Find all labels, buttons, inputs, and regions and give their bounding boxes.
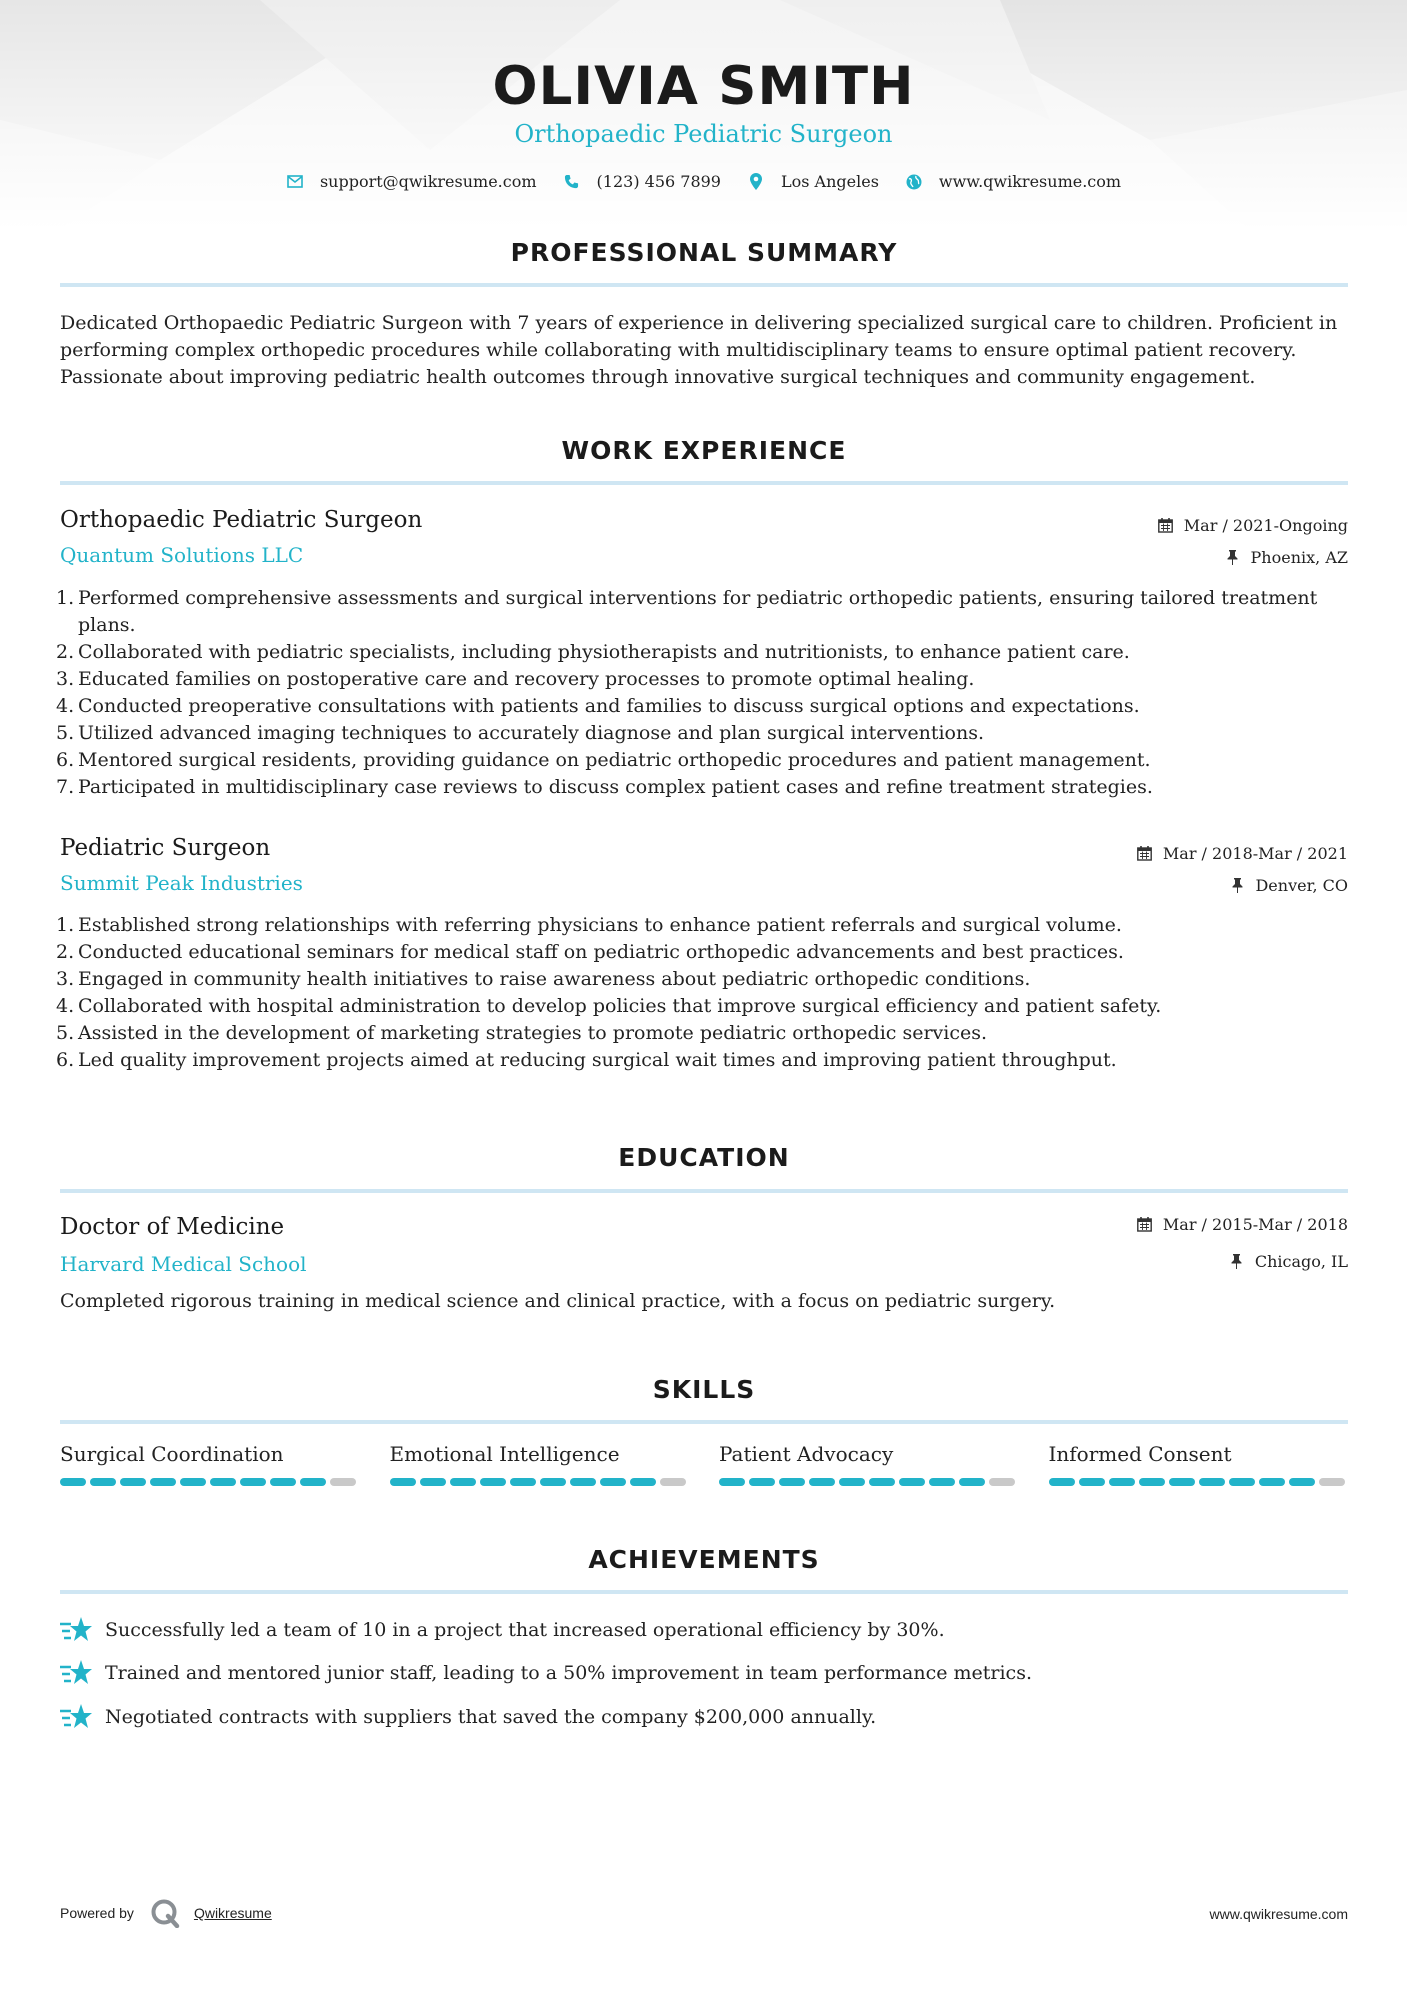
- pushpin-icon: [1225, 550, 1241, 566]
- skill-segment-filled: [60, 1478, 86, 1486]
- skill-item: [60, 1442, 360, 1486]
- skill-segment-filled: [1199, 1478, 1225, 1486]
- section-title-achievements: ACHIEVEMENTS: [588, 1545, 820, 1574]
- skill-segment-filled: [480, 1478, 506, 1486]
- list-item: 7. Participated in multidisciplinary case reviews to discuss complex patient cases and refine treatment strategies.: [56, 776, 1153, 798]
- achievement-item: [60, 1615, 945, 1645]
- skill-segment-filled: [510, 1478, 536, 1486]
- skill-segment-filled: [1109, 1478, 1135, 1486]
- company-name: Summit Peak Industries: [60, 871, 303, 895]
- skill-segment-filled: [420, 1478, 446, 1486]
- list-item: 3. Engaged in community health initiatives to raise awareness about pediatric orthopedic conditions.: [56, 968, 1031, 990]
- education-date-text: Mar / 2015-Mar / 2018: [1162, 1215, 1348, 1234]
- skill-segment-filled: [929, 1478, 955, 1486]
- skill-segment-filled: [1049, 1478, 1075, 1486]
- list-item: 4. Conducted preoperative consultations with patients and families to discuss surgical options and expectations.: [56, 695, 1140, 717]
- skill-name: Informed Consent: [1048, 1442, 1232, 1466]
- skill-segment-filled: [1289, 1478, 1315, 1486]
- education-location-text: Chicago, IL: [1254, 1252, 1348, 1271]
- contact-phone[interactable]: [563, 172, 721, 191]
- qwikresume-link[interactable]: Qwikresume: [193, 1905, 272, 1921]
- skill-segment-filled: [90, 1478, 116, 1486]
- list-item: 6. Led quality improvement projects aimed at reducing surgical wait times and improving patient throughput.: [56, 1049, 1117, 1071]
- skill-segment-filled: [959, 1478, 985, 1486]
- education-date: [1137, 1215, 1348, 1234]
- skill-segment-filled: [210, 1478, 236, 1486]
- skill-segment-filled: [240, 1478, 266, 1486]
- contact-email-text: support@qwikresume.com: [319, 172, 537, 191]
- job-title: Pediatric Surgeon: [60, 835, 271, 861]
- footer-website-link[interactable]: www.qwikresume.com: [1209, 1906, 1348, 1922]
- job-title: Orthopaedic Pediatric Surgeon: [60, 507, 423, 533]
- skill-segment-filled: [150, 1478, 176, 1486]
- globe-icon: [905, 173, 923, 191]
- list-item: 1. Established strong relationships with referring physicians to enhance patient referrals and surgical volume.: [56, 914, 1122, 936]
- job-date: [1137, 844, 1348, 863]
- achievement-item: [60, 1658, 1032, 1688]
- shooting-star-icon: [60, 1702, 92, 1732]
- skill-segment-filled: [1139, 1478, 1165, 1486]
- education-description: Completed rigorous training in medical science and clinical practice, with a focus on pediatric surgery.: [60, 1290, 1056, 1312]
- phone-icon: [563, 173, 581, 191]
- education-location: [1229, 1252, 1348, 1271]
- list-item: 6. Mentored surgical residents, providing guidance on pediatric orthopedic procedures and patient management.: [56, 749, 1151, 771]
- contact-location: [747, 172, 879, 191]
- degree-title: Doctor of Medicine: [60, 1214, 285, 1240]
- skill-segment-filled: [450, 1478, 476, 1486]
- contact-email[interactable]: [286, 172, 537, 191]
- list-item: 5. Utilized advanced imaging techniques to accurately diagnose and plan surgical interventions.: [56, 722, 985, 744]
- contact-location-text: Los Angeles: [780, 172, 879, 191]
- list-item: 1. Performed comprehensive assessments and surgical interventions for pediatric orthopedic patients, ensuring tailored treatment plans.: [56, 587, 1318, 636]
- skill-segment-empty: [989, 1478, 1015, 1486]
- skill-segment-filled: [390, 1478, 416, 1486]
- achievement-text: Successfully led a team of 10 in a project that increased operational efficiency by 30%.: [105, 1619, 945, 1641]
- skill-segment-filled: [540, 1478, 566, 1486]
- skill-level-bar: [390, 1478, 690, 1486]
- skill-segment-filled: [809, 1478, 835, 1486]
- skills-grid: [60, 1442, 1348, 1486]
- skill-segment-filled: [869, 1478, 895, 1486]
- skill-name: Emotional Intelligence: [389, 1442, 620, 1466]
- calendar-icon: [1137, 1217, 1153, 1233]
- skill-item: [390, 1442, 690, 1486]
- skill-name: Surgical Coordination: [60, 1442, 284, 1466]
- powered-by-label: Powered by: [60, 1905, 134, 1921]
- skill-item: [1049, 1442, 1349, 1486]
- qwikresume-logo-icon: [150, 1898, 180, 1928]
- skill-segment-empty: [1319, 1478, 1345, 1486]
- skill-segment-filled: [749, 1478, 775, 1486]
- pushpin-icon: [1229, 878, 1245, 894]
- list-item: 2. Conducted educational seminars for medical staff on pediatric orthopedic advancements and best practices.: [56, 941, 1124, 963]
- section-divider: [60, 1420, 1348, 1424]
- school-name: Harvard Medical School: [60, 1252, 307, 1276]
- job-location: [1225, 548, 1348, 567]
- section-divider: [60, 481, 1348, 485]
- job-duties-list: [56, 585, 1352, 801]
- candidate-name: OLIVIA SMITH: [492, 56, 915, 117]
- skill-segment-filled: [1079, 1478, 1105, 1486]
- map-marker-icon: [747, 173, 765, 191]
- contact-phone-text: (123) 456 7899: [596, 172, 721, 191]
- achievement-item: [60, 1702, 876, 1732]
- section-divider: [60, 283, 1348, 287]
- shooting-star-icon: [60, 1658, 92, 1688]
- pushpin-icon: [1229, 1254, 1245, 1270]
- section-divider: [60, 1189, 1348, 1193]
- job-location-text: Phoenix, AZ: [1250, 548, 1348, 567]
- job-duties-list: [56, 912, 1352, 1074]
- skill-item: [719, 1442, 1019, 1486]
- section-title-skills: SKILLS: [652, 1375, 756, 1404]
- skill-level-bar: [1049, 1478, 1349, 1486]
- skill-level-bar: [60, 1478, 360, 1486]
- contact-bar: [0, 172, 1407, 191]
- skill-segment-filled: [120, 1478, 146, 1486]
- skill-segment-filled: [600, 1478, 626, 1486]
- skill-name: Patient Advocacy: [719, 1442, 894, 1466]
- skill-segment-filled: [1259, 1478, 1285, 1486]
- footer-powered-by: [60, 1898, 272, 1928]
- list-item: 5. Assisted in the development of marketing strategies to promote pediatric orthopedic services.: [56, 1022, 988, 1044]
- calendar-icon: [1158, 518, 1174, 534]
- contact-website-text: www.qwikresume.com: [938, 172, 1122, 191]
- skill-segment-filled: [719, 1478, 745, 1486]
- skill-segment-filled: [300, 1478, 326, 1486]
- job-date: [1158, 516, 1348, 535]
- list-item: 2. Collaborated with pediatric specialists, including physiotherapists and nutritionists, to enhance patient care.: [56, 641, 1130, 663]
- skill-segment-filled: [1229, 1478, 1255, 1486]
- section-title-experience: WORK EXPERIENCE: [561, 436, 847, 465]
- skill-level-bar: [719, 1478, 1019, 1486]
- section-title-education: EDUCATION: [618, 1143, 790, 1172]
- envelope-icon: [286, 173, 304, 191]
- job-location: [1229, 876, 1348, 895]
- skill-segment-filled: [1169, 1478, 1195, 1486]
- summary-text: Dedicated Orthopaedic Pediatric Surgeon with 7 years of experience in delivering specialized surgical care to children. Proficient in performing complex orthopedic procedures while collaborating with multidisciplinary teams to ensure optimal patient recovery. Passionate about improving pediatric health outcomes through innovative surgical techniques and community engagement.: [60, 312, 1338, 388]
- skill-segment-filled: [630, 1478, 656, 1486]
- company-name: Quantum Solutions LLC: [60, 543, 304, 567]
- list-item: 3. Educated families on postoperative care and recovery processes to promote optimal healing.: [56, 668, 975, 690]
- job-location-text: Denver, CO: [1255, 876, 1348, 895]
- calendar-icon: [1137, 846, 1153, 862]
- skill-segment-filled: [180, 1478, 206, 1486]
- skill-segment-filled: [899, 1478, 925, 1486]
- shooting-star-icon: [60, 1615, 92, 1645]
- skill-segment-empty: [660, 1478, 686, 1486]
- section-divider: [60, 1590, 1348, 1594]
- skill-segment-filled: [839, 1478, 865, 1486]
- candidate-role: Orthopaedic Pediatric Surgeon: [514, 120, 893, 148]
- job-date-text: Mar / 2021-Ongoing: [1183, 516, 1348, 535]
- achievement-text: Trained and mentored junior staff, leading to a 50% improvement in team performance metrics.: [105, 1662, 1032, 1684]
- job-date-text: Mar / 2018-Mar / 2021: [1162, 844, 1348, 863]
- skill-segment-filled: [570, 1478, 596, 1486]
- contact-website[interactable]: [905, 172, 1121, 191]
- achievement-text: Negotiated contracts with suppliers that saved the company $200,000 annually.: [105, 1706, 877, 1728]
- section-title-summary: PROFESSIONAL SUMMARY: [510, 238, 898, 267]
- list-item: 4. Collaborated with hospital administration to develop policies that improve surgical efficiency and patient safety.: [56, 995, 1162, 1017]
- skill-segment-filled: [270, 1478, 296, 1486]
- skill-segment-empty: [330, 1478, 356, 1486]
- skill-segment-filled: [779, 1478, 805, 1486]
